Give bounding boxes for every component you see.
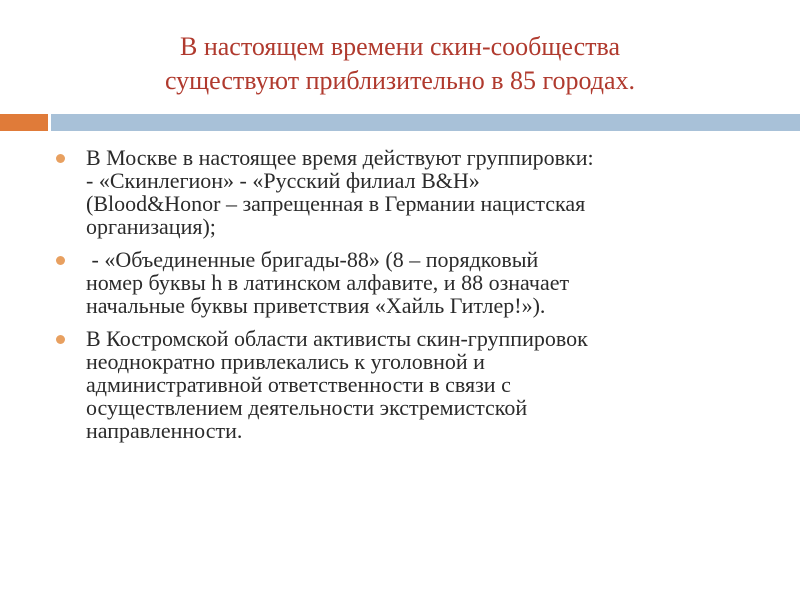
bullet-line: неоднократно привлекались к уголовной и: [86, 349, 485, 374]
bullet-dot-icon: [56, 335, 65, 344]
bullet-line: В Костромской области активисты скин-группировок: [86, 326, 588, 351]
bullet-item-kostroma: [56, 327, 756, 442]
bullet-list: [56, 146, 756, 452]
bullet-line: (Blood&Honor – запрещенная в Германии нацистская: [86, 191, 586, 216]
bullet-dot-icon: [56, 256, 65, 265]
bullet-line: начальные буквы приветствия «Хайль Гитлер!»).: [86, 293, 546, 318]
bullet-item-united-brigades: [56, 248, 756, 317]
title-line: существуют приблизительно в 85 городах.: [164, 66, 636, 95]
bullet-line: В Москве в настоящее время действуют группировки:: [86, 145, 594, 170]
bullet-line: направленности.: [86, 418, 243, 443]
bullet-line: номер буквы h в латинском алфавите, и 88 означает: [86, 270, 570, 295]
bullet-line: осуществлением деятельности экстремистской: [86, 395, 528, 420]
slide-title: [60, 30, 740, 98]
accent-bar: [0, 114, 48, 131]
header-rule-bar: [51, 114, 800, 131]
bullet-item-moscow-groups: [56, 146, 756, 238]
bullet-line: административной ответственности в связи с: [86, 372, 511, 397]
bullet-line: организация);: [86, 214, 216, 239]
bullet-line: - «Скинлегион» - «Русский филиал B&H»: [86, 168, 480, 193]
title-line: В настоящем времени скин-сообщества: [180, 32, 620, 61]
bullet-dot-icon: [56, 154, 65, 163]
bullet-line: - «Объединенные бригады-88» (8 – порядковый: [86, 247, 539, 272]
